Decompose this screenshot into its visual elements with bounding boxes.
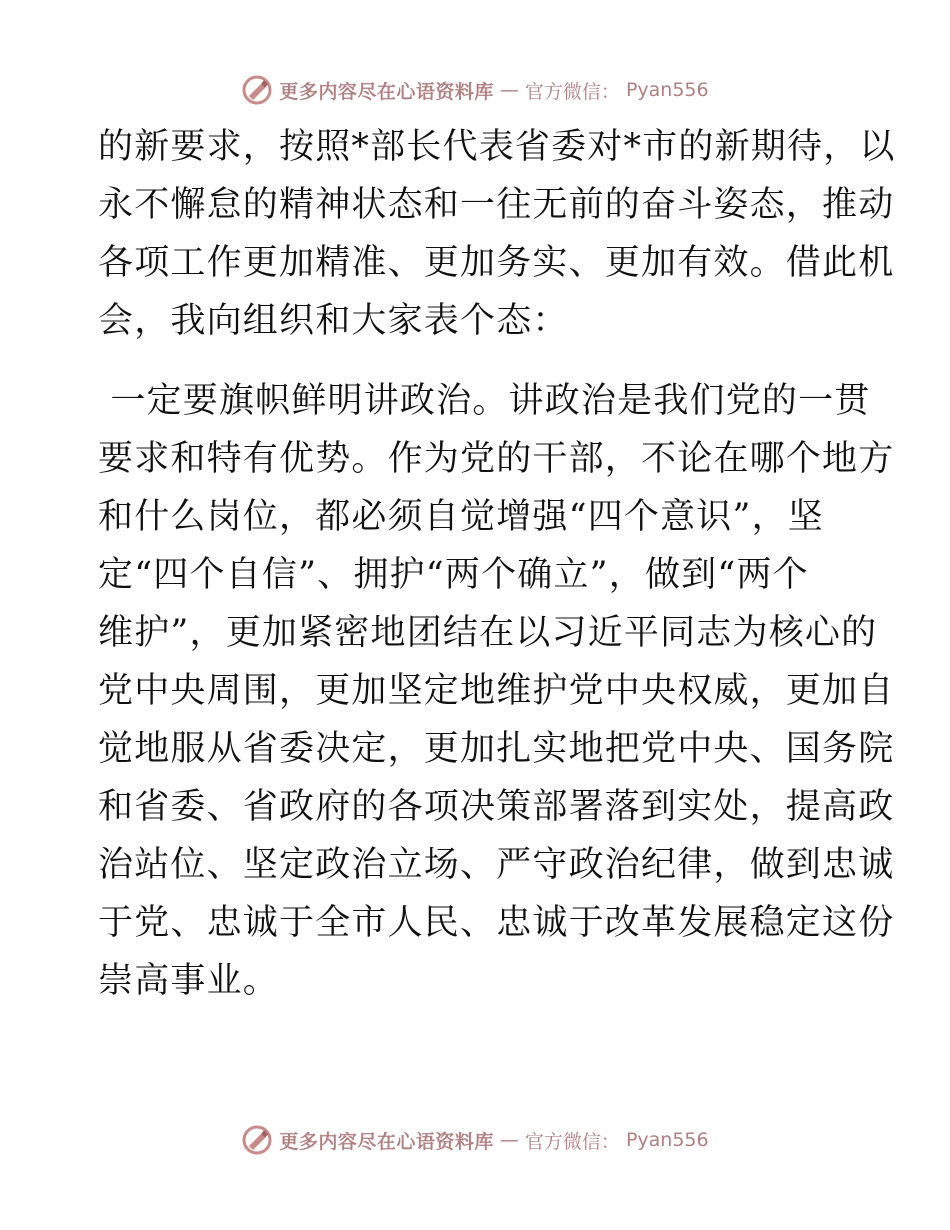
- watermark-brand: 更多内容尽在心语资料库: [279, 1130, 494, 1153]
- text-line: 维护”，更加紧密地团结在以习近平同志为核心的: [98, 613, 878, 653]
- watermark-brand: 更多内容尽在心语资料库: [279, 80, 494, 103]
- text-line: 的新要求，按照*部长代表省委对*市的新期待，以: [98, 127, 896, 167]
- text-line: 会，我向组织和大家表个态：: [98, 301, 569, 341]
- text-line: 永不懈怠的精神状态和一往无前的奋斗姿态，推动: [98, 185, 895, 225]
- brand-logo-icon: [241, 1124, 273, 1156]
- watermark-id: Pyan556: [625, 1129, 709, 1151]
- text-line: 要求和特有优势。作为党的干部，不论在哪个地方: [98, 439, 895, 479]
- paragraph: [98, 372, 895, 1010]
- text-line: 崇高事业。: [98, 961, 280, 1001]
- document-body: [98, 118, 896, 1010]
- watermark-separator: —: [499, 1129, 519, 1151]
- watermark-sub: 官方微信：: [524, 1130, 620, 1153]
- paragraph: [98, 118, 896, 350]
- watermark-separator: —: [499, 79, 519, 101]
- text-line: 治站位、坚定政治立场、严守政治纪律，做到忠诚: [98, 845, 895, 885]
- footer-watermark: [0, 1120, 950, 1160]
- text-line: 于党、忠诚于全市人民、忠诚于改革发展稳定这份: [98, 903, 895, 943]
- paragraph-gap: [98, 350, 858, 372]
- text-line: 各项工作更加精准、更加务实、更加有效。借此机: [98, 243, 895, 283]
- watermark-id: Pyan556: [625, 79, 709, 101]
- text-line: 和省委、省政府的各项决策部署落到实处，提高政: [98, 787, 895, 827]
- header-watermark: [0, 70, 950, 110]
- text-line: 定“四个自信”、拥护“两个确立”，做到“两个: [98, 555, 809, 595]
- brand-logo-icon: [241, 74, 273, 106]
- text-line: 党中央周围，更加坚定地维护党中央权威，更加自: [98, 671, 895, 711]
- text-line: 一定要旗帜鲜明讲政治。讲政治是我们党的一贯: [98, 381, 871, 421]
- text-line: 和什么岗位，都必须自觉增强“四个意识”，坚: [98, 497, 824, 537]
- text-line: 觉地服从省委决定，更加扎实地把党中央、国务院: [98, 729, 895, 769]
- watermark-sub: 官方微信：: [524, 80, 620, 103]
